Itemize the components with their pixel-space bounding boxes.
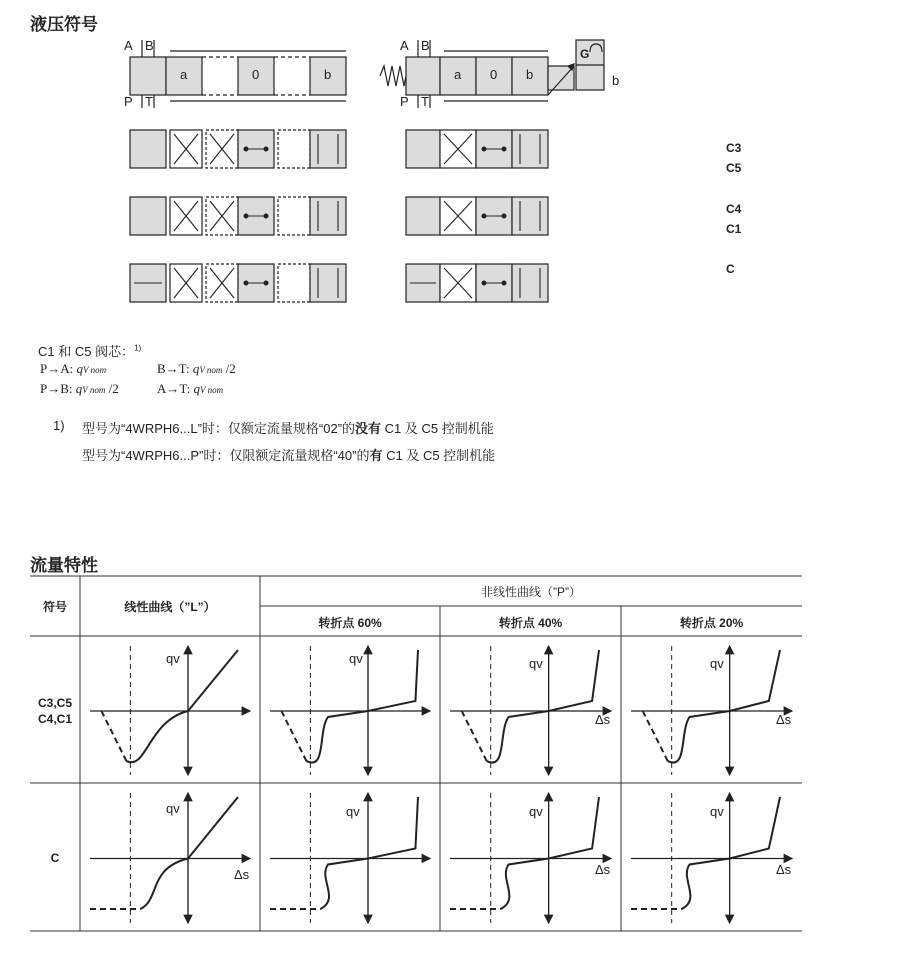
axis-q-label-r2-c4: qv — [710, 804, 724, 819]
curve-dashed-r1-c3 — [462, 711, 487, 761]
footnote-2-bold: 有 — [369, 448, 383, 463]
flow-characteristics-title: 流量特性 — [30, 556, 98, 575]
port-t-label-left: T — [145, 94, 153, 109]
table-header-nonlinear: 非线性曲线（”P”） — [481, 585, 581, 599]
port-a-label-left: A — [124, 38, 133, 53]
flow-path: A→T: — [157, 381, 191, 396]
spool-code-c5: C5 — [726, 161, 742, 175]
curve-r1-c2 — [306, 650, 418, 763]
axis-q-label-r2-c1: qv — [166, 801, 180, 816]
symbols-title: 液压符号 — [30, 15, 98, 34]
port-p-label-left: P — [124, 94, 133, 109]
axis-s-label-r2-c4: Δs — [776, 862, 792, 877]
footnote-1-post: C1 及 C5 控制机能 — [381, 421, 494, 436]
footnote-1-pre: 型号为“4WRPH6...L”时：仅额定流量规格“02”的 — [82, 421, 356, 436]
row-label-c4-c1: C4,C1 — [37, 712, 72, 726]
port-t-label-right: T — [421, 94, 429, 109]
flow-q-sub: V nom — [82, 385, 106, 395]
table-subheader-60: 转折点 60% — [318, 616, 382, 630]
flow-path: B→T: — [157, 361, 190, 376]
position-a-label-left: a — [180, 67, 188, 82]
axis-s-label-r1-c4: Δs — [776, 712, 792, 727]
spool-notes-title-text: C1 和 C5 阀芯： — [38, 344, 135, 359]
spool-code-c4: C4 — [726, 202, 742, 216]
curve-r1-c1 — [126, 650, 238, 762]
axis-q-label-r2-c2: qv — [346, 804, 360, 819]
axis-q-label-r1-c3: qv — [529, 656, 543, 671]
port-p-label-right: P — [400, 94, 409, 109]
flow-q-sub: V nom — [82, 365, 107, 375]
curve-r2-c3 — [501, 797, 599, 909]
flow-q-sub: V nom — [199, 365, 223, 375]
axis-s-label-r1-c3: Δs — [595, 712, 611, 727]
spool-code-c3: C3 — [726, 141, 742, 155]
table-header-linear: 线性曲线（”L”） — [124, 600, 216, 614]
position-a-label-right: a — [454, 67, 462, 82]
table-header-symbol: 符号 — [42, 600, 67, 614]
flow-suffix: /2 — [225, 361, 236, 376]
axis-q-label-r1-c1: qv — [166, 651, 180, 666]
curve-r2-c1 — [140, 797, 238, 909]
axis-q-label-r2-c3: qv — [529, 804, 543, 819]
port-a-label-right: A — [400, 38, 409, 53]
spool-code-c1: C1 — [726, 222, 742, 236]
curve-dashed-r1-c2 — [281, 711, 306, 761]
footnote-2-pre: 型号为“4WRPH6...P”时：仅限额定流量规格“40”的 — [82, 448, 370, 463]
spool-code-c: C — [726, 262, 735, 276]
row-label-c: C — [50, 851, 60, 865]
port-b-label-left: B — [145, 38, 154, 53]
position-0-label-right: 0 — [490, 67, 498, 82]
solenoid-b-label: b — [612, 73, 620, 88]
axis-q-label-r1-c2: qv — [349, 651, 363, 666]
flow-q-sub: V nom — [200, 385, 224, 395]
footnote-2-post: C1 及 C5 控制机能 — [382, 448, 496, 463]
position-b-label-right: b — [526, 67, 534, 82]
axis-s-label-r2-c3: Δs — [595, 862, 611, 877]
footnote-superscript: 1) — [134, 343, 142, 353]
amplifier-g-label: G — [580, 47, 590, 61]
flow-q: q — [192, 361, 200, 376]
flow-q: q — [75, 381, 83, 396]
row-label-c3-c5: C3,C5 — [37, 696, 72, 710]
position-0-label-left: 0 — [252, 67, 260, 82]
flow-q: q — [193, 381, 201, 396]
port-b-label-right: B — [421, 38, 430, 53]
curve-r2-c4 — [682, 797, 780, 909]
table-subheader-20: 转折点 20% — [679, 616, 744, 630]
axis-s-label-r2-c1: Δs — [234, 867, 250, 882]
table-subheader-40: 转折点 40% — [498, 616, 563, 630]
axis-q-label-r1-c4: qv — [710, 656, 724, 671]
footnote-1-bold: 没有 — [355, 421, 382, 436]
flow-path: P→A: — [40, 361, 74, 376]
flow-path: P→B: — [40, 381, 73, 396]
curve-dashed-r1-c1 — [101, 711, 126, 761]
flow-suffix: /2 — [108, 381, 119, 396]
flow-q: q — [76, 361, 83, 376]
position-b-label-left: b — [324, 67, 332, 82]
curve-r2-c2 — [320, 797, 418, 909]
footnote-number: 1) — [53, 418, 65, 433]
curve-dashed-r1-c4 — [643, 711, 668, 761]
